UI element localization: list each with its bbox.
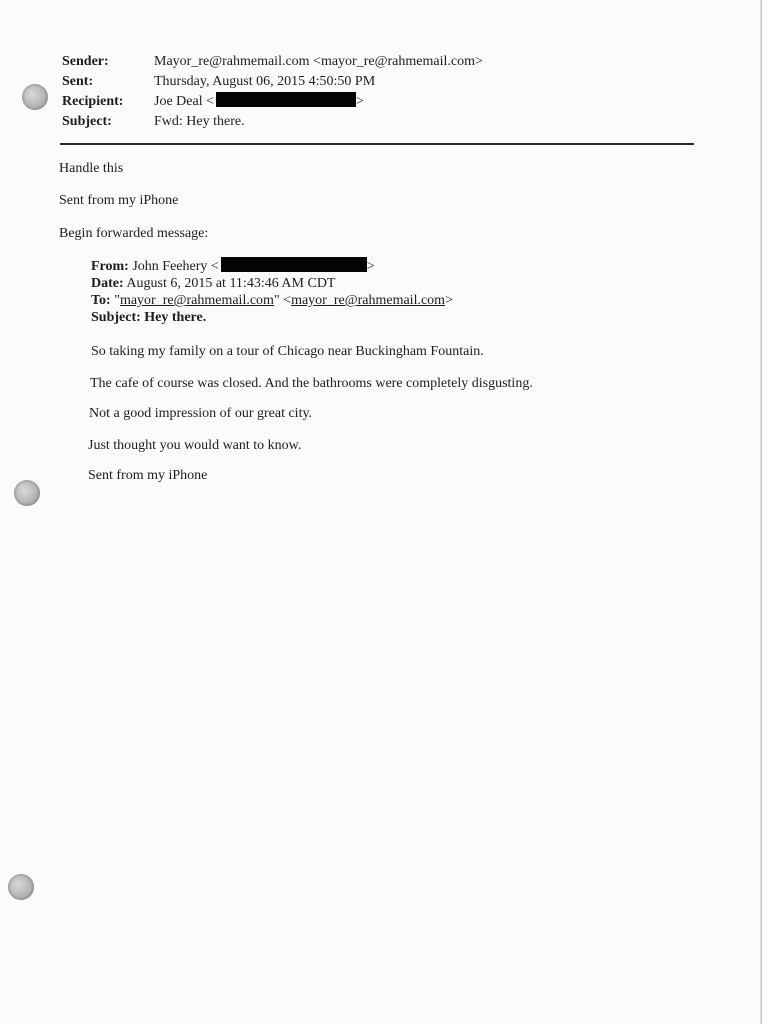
- fwd-to-label: To:: [91, 293, 111, 308]
- sender-value: Mayor_re@rahmemail.com <mayor_re@rahmemail.com>: [154, 54, 483, 69]
- fwd-body-line: Not a good impression of our great city.: [89, 406, 313, 421]
- fwd-from-label: From:: [91, 259, 129, 274]
- fwd-date-label: Date:: [91, 276, 124, 291]
- fwd-subject-row: [91, 309, 651, 326]
- fwd-body-line: So taking my family on a tour of Chicago near Buckingham Fountain.: [91, 344, 484, 359]
- fwd-from-value: John Feehery <: [132, 259, 219, 274]
- fwd-date-value: August 6, 2015 at 11:43:46 AM CDT: [126, 276, 336, 291]
- punch-hole-icon: [8, 874, 34, 900]
- header-divider: [60, 143, 694, 145]
- fwd-to-quote-close: " <: [273, 293, 292, 308]
- subject-value: Fwd: Hey there.: [154, 114, 245, 129]
- forwarded-header: [91, 257, 651, 326]
- fwd-subject-value: Hey there.: [144, 310, 207, 325]
- fwd-date-row: [91, 275, 651, 292]
- sender-label: Sender:: [62, 54, 109, 69]
- page-edge-shadow: [760, 0, 762, 1024]
- recipient-suffix: >: [356, 94, 364, 109]
- fwd-subject-label: Subject:: [91, 310, 141, 325]
- sent-value: Thursday, August 06, 2015 4:50:50 PM: [154, 74, 376, 89]
- subject-label: Subject:: [62, 114, 112, 129]
- fwd-from-row: [91, 257, 651, 275]
- recipient-value-wrap: [154, 92, 682, 112]
- email-header: [62, 52, 682, 132]
- recipient-label: Recipient:: [62, 94, 124, 109]
- recipient-value: Joe Deal <: [154, 94, 214, 109]
- redaction-bar: [221, 257, 367, 272]
- fwd-to-quote-open: ": [114, 293, 120, 308]
- fwd-body-line: The cafe of course was closed. And the bathrooms were completely disgusting.: [90, 376, 533, 391]
- recipient-row: [62, 92, 682, 112]
- fwd-to-row: [91, 292, 651, 309]
- sender-row: [62, 52, 682, 72]
- fwd-from-suffix: >: [366, 259, 375, 274]
- sent-label: Sent:: [62, 74, 94, 89]
- fwd-body-line: Just thought you would want to know.: [88, 438, 302, 453]
- sent-row: [62, 72, 682, 92]
- redaction-bar: [216, 92, 356, 107]
- punch-hole-icon: [14, 480, 40, 506]
- body-line-forward-intro: Begin forwarded message:: [59, 226, 209, 241]
- fwd-to-link-2[interactable]: mayor_re@rahmemail.com: [291, 293, 446, 308]
- fwd-to-close: >: [445, 293, 453, 308]
- subject-row: [62, 112, 682, 132]
- body-line-signature: Sent from my iPhone: [59, 193, 179, 208]
- fwd-body-signature: Sent from my iPhone: [88, 468, 208, 483]
- fwd-to-link[interactable]: mayor_re@rahmemail.com: [119, 293, 274, 308]
- punch-hole-icon: [22, 84, 48, 110]
- body-line-handle: Handle this: [59, 161, 124, 176]
